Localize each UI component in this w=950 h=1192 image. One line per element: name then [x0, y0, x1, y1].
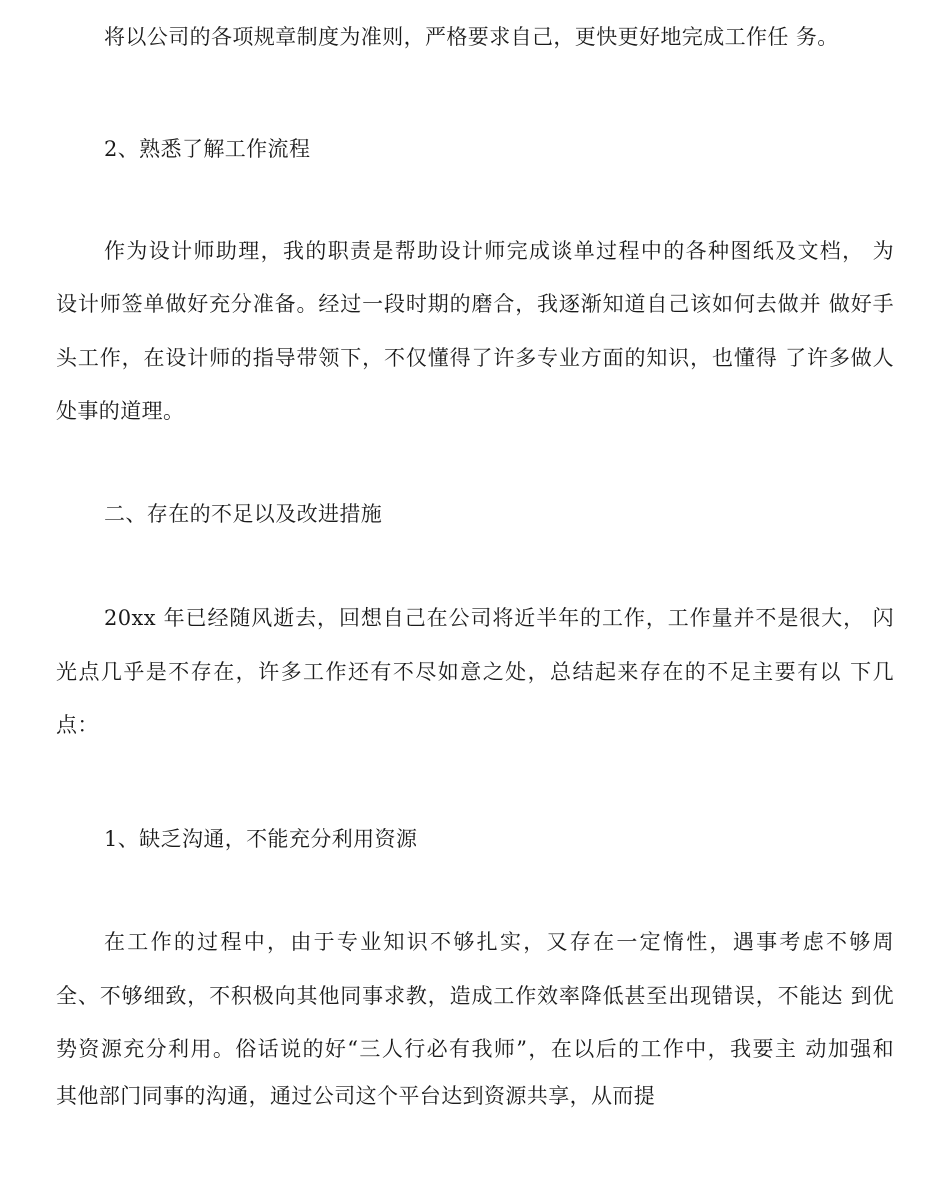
- heading-workflow: 2、熟悉了解工作流程: [104, 137, 311, 161]
- heading-shortcomings: 二、存在的不足以及改进措施: [104, 502, 383, 526]
- workflow-paragraph-line-2: 设计师签单做好充分准备。经过一段时期的磨合，我逐渐知道自己该如何去做并 做好手: [56, 292, 894, 316]
- communication-paragraph-line-1: 在工作的过程中，由于专业知识不够扎实，又存在一定惰性，遇事考虑不够周: [104, 930, 894, 954]
- workflow-paragraph-line-1: 作为设计师助理，我的职责是帮助设计师完成谈单过程中的各种图纸及文档， 为: [104, 239, 894, 263]
- shortcomings-paragraph-line-2: 光点几乎是不存在，许多工作还有不尽如意之处，总结起来存在的不足主要有以 下几: [56, 660, 894, 684]
- workflow-paragraph-line-4: 处事的道理。: [56, 399, 185, 423]
- intro-paragraph-line-1: 将以公司的各项规章制度为准则，严格要求自己，更快更好地完成工作任 务。: [104, 25, 839, 49]
- heading-communication: 1、缺乏沟通，不能充分利用资源: [104, 827, 418, 851]
- communication-paragraph-line-4: 其他部门同事的沟通，通过公司这个平台达到资源共享，从而提: [56, 1084, 656, 1108]
- shortcomings-paragraph-line-3: 点：: [56, 713, 99, 737]
- communication-paragraph-line-3: 势资源充分利用。俗话说的好“三人行必有我师”，在以后的工作中，我要主 动加强和: [56, 1037, 894, 1061]
- communication-paragraph-line-2: 全、不够细致，不积极向其他同事求教，造成工作效率降低甚至出现错误，不能达 到优: [56, 984, 894, 1008]
- shortcomings-paragraph-line-1: 20xx 年已经随风逝去，回想自己在公司将近半年的工作，工作量并不是很大， 闪: [104, 606, 894, 630]
- workflow-paragraph-line-3: 头工作，在设计师的指导带领下，不仅懂得了许多专业方面的知识，也懂得 了许多做人: [56, 346, 894, 370]
